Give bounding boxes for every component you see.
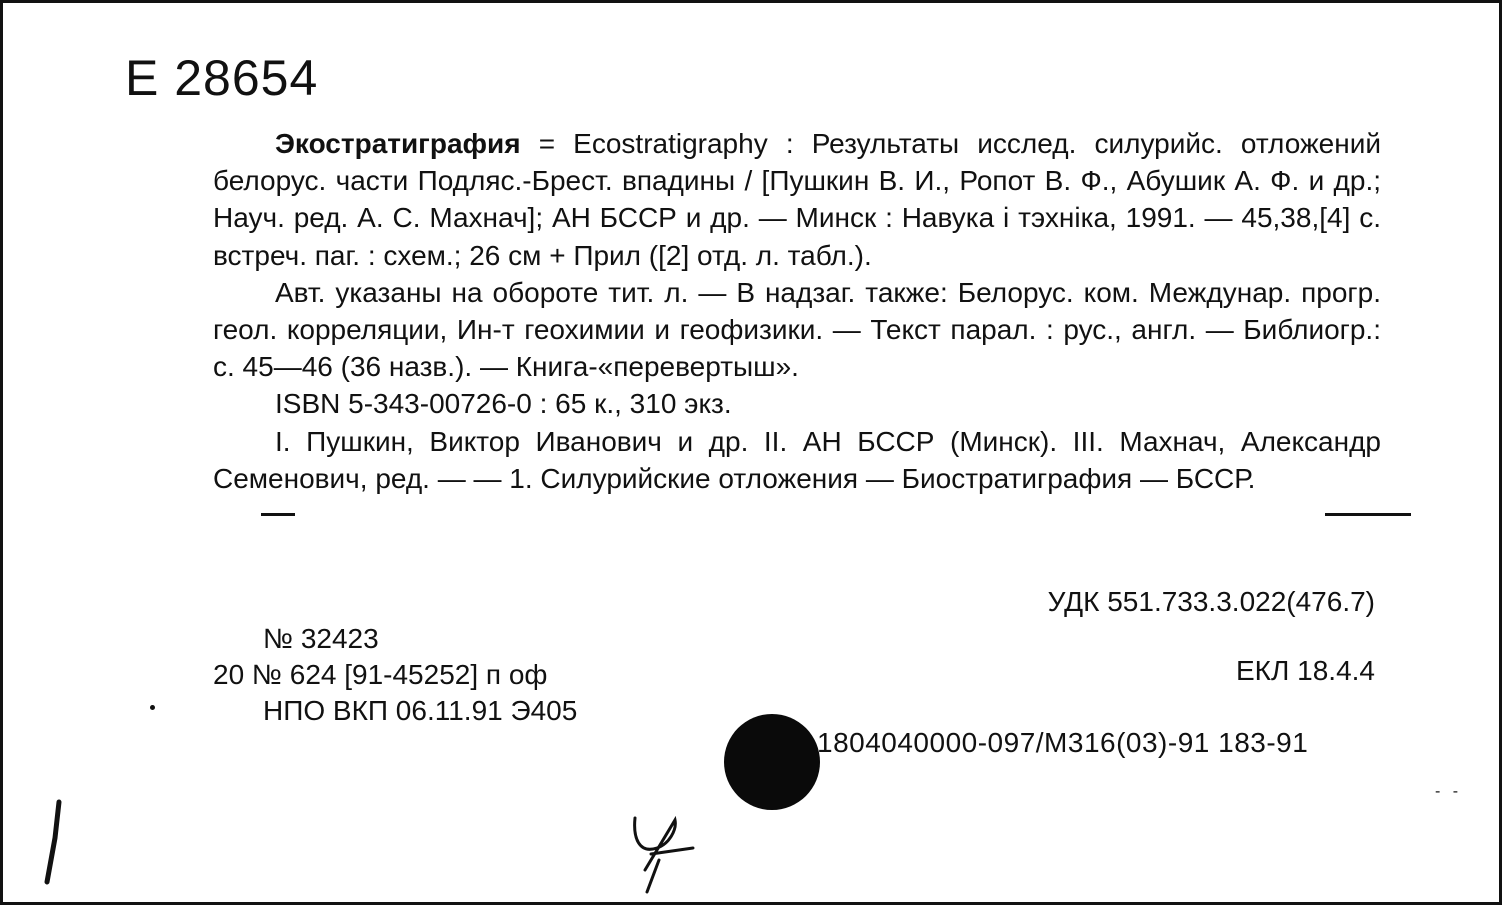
isbn-line: ISBN 5-343-00726-0 : 65 к., 310 экз. [275, 388, 732, 420]
underline-mark-roman-three [1325, 513, 1411, 516]
catalog-code: 1804040000-097/М316(03)-91 183-91 [817, 727, 1309, 758]
underline-mark-roman-one [261, 513, 295, 516]
notes-paragraph: Авт. указаны на обороте тит. л. — В надзаг. также: Белорус. ком. Междунар. прогр. геол. корреляции, Ин-т геохимии и геофизики. — Текст парал. : рус., англ. — Библиогр.: с. 45—46 (36 назв.). — Книга-«перевертыш». [213, 276, 1381, 383]
punch-hole [724, 714, 820, 810]
production-info [213, 621, 577, 729]
call-number: Е 28654 [125, 50, 319, 106]
card-number: № 32423 [263, 623, 379, 654]
handwritten-one [33, 798, 73, 888]
description: = Ecostratigraphy : Результаты исслед. силурийс. отложений белорус. части Подляс.-Брест. впадины / [Пушкин В. И., Ропот В. Ф., Абушик А. Ф. и др.; Науч. ред. А. С. Махнач]; АН БССР и др. — Минск : Навука і тэхніка, 1991. — 45,38,[4] с. встреч. паг. : схем.; 26 см + Прил ([2] отд. л. табл.). [213, 128, 1381, 271]
publisher-line: НПО ВКП 06.11.91 Э405 [263, 695, 578, 726]
main-entry-paragraph [213, 125, 1381, 274]
bibliographic-record [213, 125, 1381, 497]
edge-marks: - - [1435, 783, 1463, 800]
order-line: 20 № 624 [91-45252] п оф [213, 659, 548, 690]
ekl-classification: ЕКЛ 18.4.4 [1236, 655, 1375, 686]
udc-classification: УДК 551.733.3.022(476.7) [1047, 586, 1375, 617]
tracing-paragraph: I. Пушкин, Виктор Иванович и др. II. АН БССР (Минск). III. Махнач, Александр Семенович, ред. — — 1. Силурийские отложения — Биостратиграфия — БССР. [213, 425, 1381, 494]
title: Экостратиграфия [275, 128, 521, 159]
ink-dot [150, 705, 155, 710]
handwritten-seven [623, 808, 703, 898]
